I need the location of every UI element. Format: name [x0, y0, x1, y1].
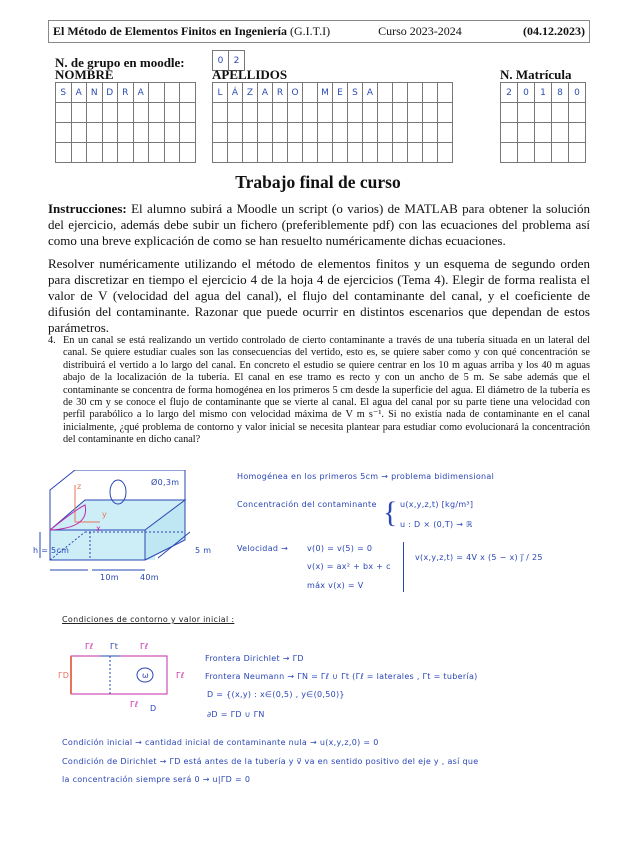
apellidos-cell[interactable]: [213, 143, 228, 163]
apellidos-grid[interactable]: [212, 82, 453, 163]
instructions-label: Instrucciones:: [48, 201, 127, 216]
matricula-grid[interactable]: [500, 82, 586, 163]
nombre-cell[interactable]: [165, 143, 181, 163]
nombre-cell[interactable]: [149, 103, 165, 123]
nombre-cell[interactable]: [165, 103, 181, 123]
instructions-text: El alumno subirá a Moodle un script (o varios) de MATLAB para obtener la solución del ejercicio, además debe subir un fichero (preferiblemente pdf) con las ecuaciones del problema así como una breve explicación de como se han resuelto numéricamente dichas ecuaciones.: [48, 201, 590, 248]
bc-title: Condiciones de contorno y valor inicial :: [62, 615, 235, 624]
apellidos-cell[interactable]: [258, 143, 273, 163]
nombre-cell[interactable]: S: [56, 83, 72, 103]
matricula-cell[interactable]: [552, 103, 569, 123]
apellidos-cell[interactable]: [288, 123, 303, 143]
matricula-cell[interactable]: [501, 123, 518, 143]
gamma-l-top-1: Γℓ: [85, 642, 94, 651]
gamma-l-bottom: Γℓ: [130, 700, 139, 709]
nombre-grid[interactable]: [55, 82, 196, 163]
apellidos-cell[interactable]: [408, 123, 423, 143]
matricula-cell[interactable]: 2: [501, 83, 518, 103]
apellidos-cell[interactable]: [333, 143, 348, 163]
apellidos-cell[interactable]: [423, 143, 438, 163]
matricula-cell[interactable]: 8: [552, 83, 569, 103]
group-digit[interactable]: 2: [229, 51, 245, 71]
axis-x: x: [96, 524, 102, 533]
apellidos-cell[interactable]: [393, 143, 408, 163]
channel-sketch: [30, 470, 230, 590]
exam-date: (04.12.2023): [523, 24, 585, 38]
apellidos-cell[interactable]: S: [348, 83, 363, 103]
matricula-cell[interactable]: [569, 123, 586, 143]
matricula-cell[interactable]: [569, 103, 586, 123]
nombre-cell[interactable]: [56, 103, 72, 123]
nombre-cell[interactable]: [103, 103, 119, 123]
matricula-cell[interactable]: [518, 123, 535, 143]
nombre-label: NOMBRE: [55, 67, 114, 82]
nombre-cell[interactable]: A: [134, 83, 150, 103]
nombre-cell[interactable]: [72, 103, 88, 123]
apellidos-cell[interactable]: O: [288, 83, 303, 103]
nombre-cell[interactable]: D: [103, 83, 119, 103]
nombre-cell[interactable]: [118, 143, 134, 163]
apellidos-cell[interactable]: [408, 103, 423, 123]
note-boundary: ∂D = ΓD ∪ ΓN: [207, 710, 265, 719]
apellidos-cell[interactable]: [423, 83, 438, 103]
page-title: Trabajo final de curso: [235, 172, 401, 192]
apellidos-cell[interactable]: [423, 103, 438, 123]
note-homogeneous: Homogénea en los primeros 5cm → problema bidimensional: [237, 472, 495, 481]
note-dirichlet-cond-1: Condición de Dirichlet → ΓD está antes de la tubería y v⃗ va en sentido positivo del eje y , así que: [62, 757, 479, 766]
apellidos-cell[interactable]: [378, 83, 393, 103]
note-dirichlet: Frontera Dirichlet → ΓD: [205, 654, 304, 663]
domain-sketch: [70, 650, 170, 700]
nombre-cell[interactable]: [87, 143, 103, 163]
apellidos-cell[interactable]: Z: [243, 83, 258, 103]
apellidos-cell[interactable]: [438, 83, 453, 103]
course-title: El Método de Elementos Finitos en Ingeniería: [53, 24, 287, 38]
apellidos-cell[interactable]: [303, 123, 318, 143]
brace-icon: [398, 542, 404, 592]
note-vel-1: v(0) = v(5) = 0: [307, 544, 373, 553]
nombre-cell[interactable]: N: [87, 83, 103, 103]
instructions: [48, 201, 590, 249]
apellidos-cell[interactable]: R: [273, 83, 288, 103]
note-conc-1: u(x,y,z,t) [kg/m³]: [400, 500, 474, 509]
apellidos-cell[interactable]: [408, 83, 423, 103]
apellidos-cell[interactable]: [378, 123, 393, 143]
note-conc-2: u : D × (0,T) → ℝ: [400, 520, 473, 529]
matricula-cell[interactable]: [535, 103, 552, 123]
program: (G.I.T.I): [290, 24, 331, 38]
apellidos-cell[interactable]: [213, 103, 228, 123]
apellidos-cell[interactable]: [393, 123, 408, 143]
apellidos-cell[interactable]: [228, 123, 243, 143]
gamma-t: Γt: [110, 642, 119, 651]
nombre-cell[interactable]: [118, 123, 134, 143]
apellidos-cell[interactable]: [258, 103, 273, 123]
nombre-cell[interactable]: [56, 123, 72, 143]
nombre-cell[interactable]: [149, 83, 165, 103]
nombre-cell[interactable]: [165, 83, 181, 103]
apellidos-cell[interactable]: [363, 103, 378, 123]
note-vel-3: máx v(x) = V: [307, 581, 364, 590]
problem-number: 4.: [48, 335, 56, 346]
matricula-cell[interactable]: [552, 123, 569, 143]
note-vel-2: v(x) = ax² + bx + c: [307, 562, 391, 571]
apellidos-cell[interactable]: [378, 103, 393, 123]
apellidos-cell[interactable]: [408, 143, 423, 163]
gamma-l-right: Γℓ: [176, 671, 185, 680]
apellidos-cell[interactable]: [393, 103, 408, 123]
apellidos-cell[interactable]: [303, 83, 318, 103]
apellidos-cell[interactable]: Á: [228, 83, 243, 103]
apellidos-cell[interactable]: A: [258, 83, 273, 103]
nombre-cell[interactable]: [134, 103, 150, 123]
apellidos-cell[interactable]: [243, 103, 258, 123]
nombre-cell[interactable]: R: [118, 83, 134, 103]
nombre-cell[interactable]: [149, 123, 165, 143]
apellidos-cell[interactable]: L: [213, 83, 228, 103]
apellidos-cell[interactable]: [273, 143, 288, 163]
note-dirichlet-cond-2: la concentración siempre será 0 → u|ΓD = 0: [62, 775, 251, 784]
note-initial-condition: Condición inicial → cantidad inicial de contaminante nula → u(x,y,z,0) = 0: [62, 738, 379, 747]
matricula-cell[interactable]: 0: [518, 83, 535, 103]
matricula-cell[interactable]: [501, 143, 518, 163]
apellidos-cell[interactable]: [273, 103, 288, 123]
apellidos-cell[interactable]: [288, 143, 303, 163]
nombre-cell[interactable]: [180, 103, 196, 123]
nombre-cell[interactable]: [149, 143, 165, 163]
apellidos-cell[interactable]: [228, 103, 243, 123]
nombre-cell[interactable]: [180, 83, 196, 103]
pipe-diameter: Ø0,3m: [151, 478, 180, 487]
apellidos-cell[interactable]: [393, 83, 408, 103]
problem-text: En un canal se está realizando un vertido controlado de cierto contaminante a través de una tubería situada en un lateral del canal. Se quiere estudiar cuales son las consecuencias del vertido, esto es, se quiere saber como y con qué concentración se distribuirá el vertido a lo largo del canal. En concreto el estudio se quiere centrar en los 10 m aguas arriba y los 40 m aguas abajo de la localización de la tubería. El canal en ese tramo es recto y con un ancho de 5 m. Se sabe además que el contaminante se concentra de forma homogénea en los primeros 5 cm desde la superficie del agua. El diámetro de la tubería es de 30 cm y se conoce el flujo de contaminante que se vierte al canal. El agua del canal por su parte tiene una velocidad con perfil parabólico a lo largo del mismo con velocidad máxima de V m s⁻¹. Si no existía nada de contaminante en el canal inicialmente, ¿qué problema de contorno y valor inicial se necesita plantear para estudiar como evolucionará la concentración del contaminante en dicho canal?: [63, 335, 590, 446]
nombre-cell[interactable]: [87, 103, 103, 123]
apellidos-cell[interactable]: [243, 123, 258, 143]
apellidos-cell[interactable]: [363, 123, 378, 143]
nombre-cell[interactable]: [118, 103, 134, 123]
task-text: Resolver numéricamente utilizando el método de elementos finitos y un esquema de segundo orden para discretizar en tiempo el ejercicio 4 de la hoja 4 de ejercicios (Tema 4). Elegir de forma realista el valor de V (velocidad del agua del canal), el flujo del contaminante del canal, y el coeficiente de difusión del contaminante. Razonar que puede ocurrir en distintos escenarios que dependan de estos parámetros.: [48, 256, 590, 335]
apellidos-cell[interactable]: [273, 123, 288, 143]
apellidos-cell[interactable]: [228, 143, 243, 163]
depth-label: h = 5cm: [33, 546, 70, 555]
matricula-label: N. Matrícula: [500, 67, 572, 82]
apellidos-cell[interactable]: [348, 103, 363, 123]
note-velocity-label: Velocidad →: [237, 544, 289, 553]
apellidos-cell[interactable]: [378, 143, 393, 163]
apellidos-cell[interactable]: [213, 123, 228, 143]
nombre-cell[interactable]: [134, 123, 150, 143]
nombre-cell[interactable]: [103, 143, 119, 163]
apellidos-cell[interactable]: [318, 123, 333, 143]
note-concentration-label: Concentración del contaminante: [237, 500, 377, 509]
matricula-cell[interactable]: [535, 143, 552, 163]
group-digit[interactable]: 0: [213, 51, 229, 71]
nombre-cell[interactable]: [72, 123, 88, 143]
nombre-cell[interactable]: [180, 123, 196, 143]
apellidos-cell[interactable]: [438, 123, 453, 143]
apellidos-cell[interactable]: M: [318, 83, 333, 103]
apellidos-cell[interactable]: [348, 143, 363, 163]
apellidos-cell[interactable]: A: [363, 83, 378, 103]
note-vel-result: v(x,y,z,t) = 4V x (5 − x) ȷ⃗ / 25: [415, 553, 543, 562]
matricula-cell[interactable]: [569, 143, 586, 163]
apellidos-cell[interactable]: [318, 103, 333, 123]
apellidos-cell[interactable]: [438, 143, 453, 163]
nombre-cell[interactable]: [165, 123, 181, 143]
matricula-cell[interactable]: [552, 143, 569, 163]
nombre-cell[interactable]: A: [72, 83, 88, 103]
omega-label: ω: [142, 671, 149, 680]
apellidos-cell[interactable]: [363, 143, 378, 163]
axis-y: y: [102, 510, 108, 519]
matricula-cell[interactable]: 0: [569, 83, 586, 103]
apellidos-cell[interactable]: [258, 123, 273, 143]
downstream-length: 40m: [140, 573, 159, 582]
width-label: 5 m: [195, 546, 212, 555]
nombre-cell[interactable]: [72, 143, 88, 163]
apellidos-cell[interactable]: [348, 123, 363, 143]
apellidos-cell[interactable]: [438, 103, 453, 123]
note-domain: D = {(x,y) : x∈(0,5) , y∈(0,50)}: [207, 690, 345, 699]
gamma-d: ΓD: [58, 671, 70, 680]
brace-icon: {: [383, 496, 398, 529]
nombre-cell[interactable]: [87, 123, 103, 143]
matricula-cell[interactable]: [501, 103, 518, 123]
upstream-length: 10m: [100, 573, 119, 582]
matricula-cell[interactable]: [518, 143, 535, 163]
group-label: N. de grupo en moodle:: [55, 55, 185, 70]
academic-year: Curso 2023-2024: [378, 24, 462, 38]
apellidos-cell[interactable]: [333, 103, 348, 123]
domain-label: D: [150, 704, 157, 713]
apellidos-cell[interactable]: [288, 103, 303, 123]
axis-z: z: [77, 482, 82, 491]
gamma-l-top-2: Γℓ: [140, 642, 149, 651]
header-bar: [48, 20, 590, 43]
apellidos-cell[interactable]: [303, 103, 318, 123]
matricula-cell[interactable]: 1: [535, 83, 552, 103]
apellidos-cell[interactable]: [318, 143, 333, 163]
apellidos-label: APELLIDOS: [212, 67, 288, 82]
nombre-cell[interactable]: [134, 143, 150, 163]
apellidos-cell[interactable]: [243, 143, 258, 163]
apellidos-cell[interactable]: [303, 143, 318, 163]
nombre-cell[interactable]: [103, 123, 119, 143]
note-neumann: Frontera Neumann → ΓN = Γℓ ∪ Γt (Γℓ = laterales , Γt = tubería): [205, 672, 478, 681]
matricula-cell[interactable]: [535, 123, 552, 143]
matricula-cell[interactable]: [518, 103, 535, 123]
apellidos-cell[interactable]: [423, 123, 438, 143]
apellidos-cell[interactable]: [333, 123, 348, 143]
nombre-cell[interactable]: [180, 143, 196, 163]
apellidos-cell[interactable]: E: [333, 83, 348, 103]
nombre-cell[interactable]: [56, 143, 72, 163]
